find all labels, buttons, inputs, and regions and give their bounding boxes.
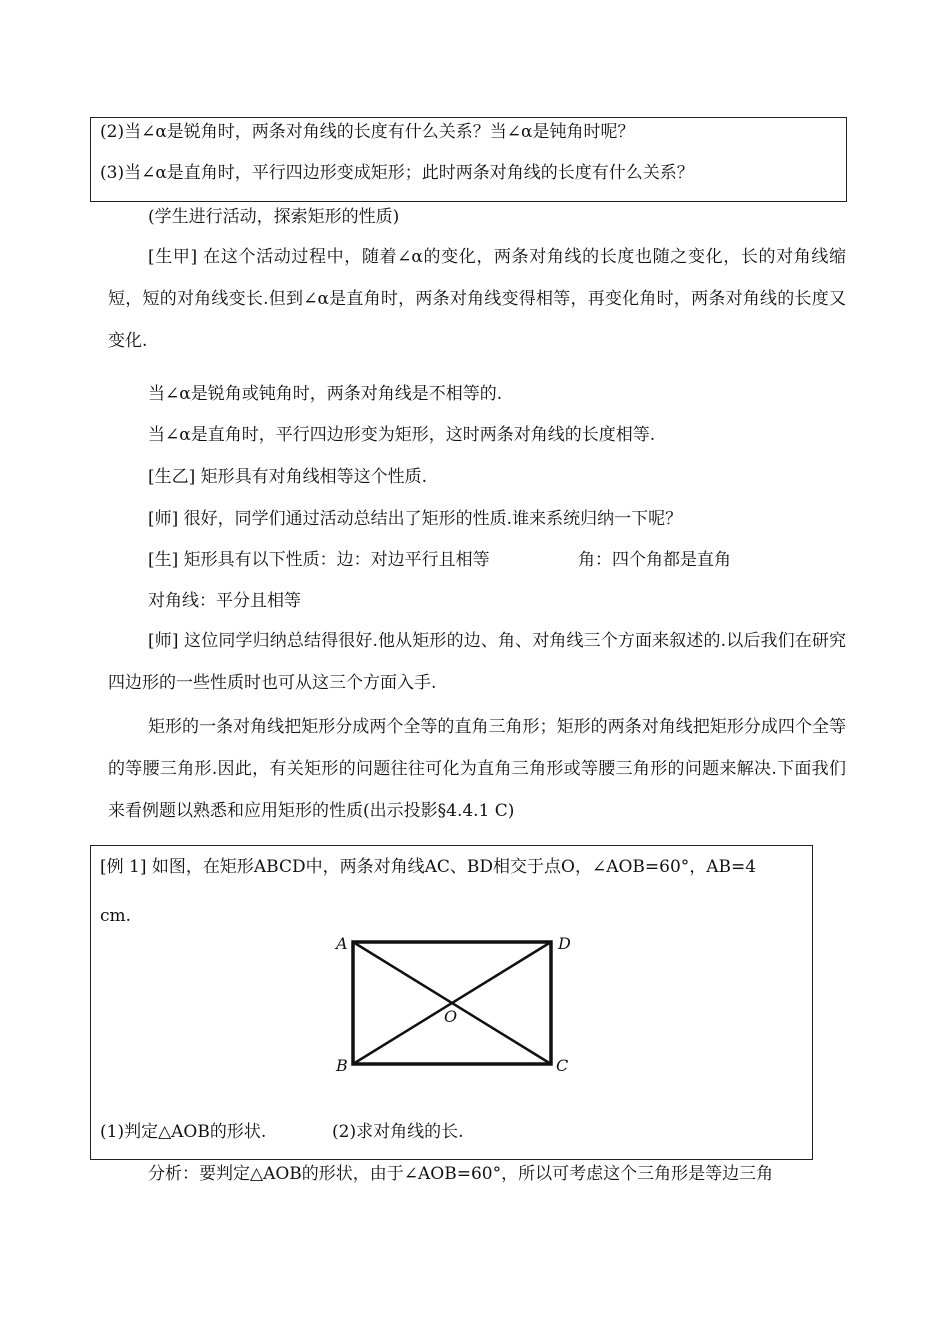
example-line-2: cm. bbox=[100, 906, 132, 926]
paragraph-teacher-1: [师] 很好，同学们通过活动总结出了矩形的性质.谁来系统归纳一下呢？ bbox=[148, 509, 683, 529]
example-question-1: (1)判定△AOB的形状. bbox=[100, 1122, 267, 1142]
paragraph-activity: (学生进行活动，探索矩形的性质) bbox=[148, 207, 400, 227]
paragraph-student-b: [生乙] 矩形具有对角线相等这个性质. bbox=[148, 467, 428, 487]
paragraph-right-angle: 当∠α是直角时，平行四边形变为矩形，这时两条对角线的长度相等. bbox=[148, 425, 656, 445]
paragraph-student-a: [生甲] 在这个活动过程中，随着∠α的变化，两条对角线的长度也随之变化，长的对角线缩短，短的对角线变长.但到∠α是直角时，两条对角线变得相等，再变化角时，两条对角线的长度又变化. bbox=[108, 247, 846, 351]
label-a: A bbox=[336, 934, 348, 953]
label-o: O bbox=[444, 1007, 458, 1026]
label-b: B bbox=[336, 1056, 348, 1075]
label-d: D bbox=[558, 934, 571, 953]
paragraph-student-properties: [生] 矩形具有以下性质：边：对边平行且相等 bbox=[148, 550, 490, 570]
example-line-1: [例 1] 如图，在矩形ABCD中，两条对角线AC、BD相交于点O，∠AOB=60°，AB=4 bbox=[100, 857, 757, 877]
question-2: (2)当∠α是锐角时，两条对角线的长度有什么关系？当∠α是钝角时呢？ bbox=[100, 122, 635, 142]
paragraph-diagonal-property: 对角线：平分且相等 bbox=[148, 591, 301, 611]
rectangle-figure bbox=[320, 928, 590, 1078]
paragraph-angle-property: 角：四个角都是直角 bbox=[578, 550, 731, 570]
paragraph-analysis: 分析：要判定△AOB的形状，由于∠AOB=60°，所以可考虑这个三角形是等边三角 bbox=[148, 1164, 774, 1184]
example-question-2: (2)求对角线的长. bbox=[332, 1122, 464, 1142]
paragraph-rectangle-properties: 矩形的一条对角线把矩形分成两个全等的直角三角形；矩形的两条对角线把矩形分成四个全等的等腰三角形.因此，有关矩形的问题往往可化为直角三角形或等腰三角形的问题来解决.下面我们来看例题以熟悉和应用矩形的性质(出示投影§4.4.1 C) bbox=[108, 717, 846, 821]
question-3: (3)当∠α是直角时，平行四边形变成矩形；此时两条对角线的长度有什么关系？ bbox=[100, 163, 694, 183]
paragraph-acute-obtuse: 当∠α是锐角或钝角时，两条对角线是不相等的. bbox=[148, 384, 503, 404]
paragraph-teacher-2: [师] 这位同学归纳总结得很好.他从矩形的边、角、对角线三个方面来叙述的.以后我们在研究四边形的一些性质时也可从这三个方面入手. bbox=[108, 631, 846, 693]
label-c: C bbox=[556, 1056, 569, 1075]
